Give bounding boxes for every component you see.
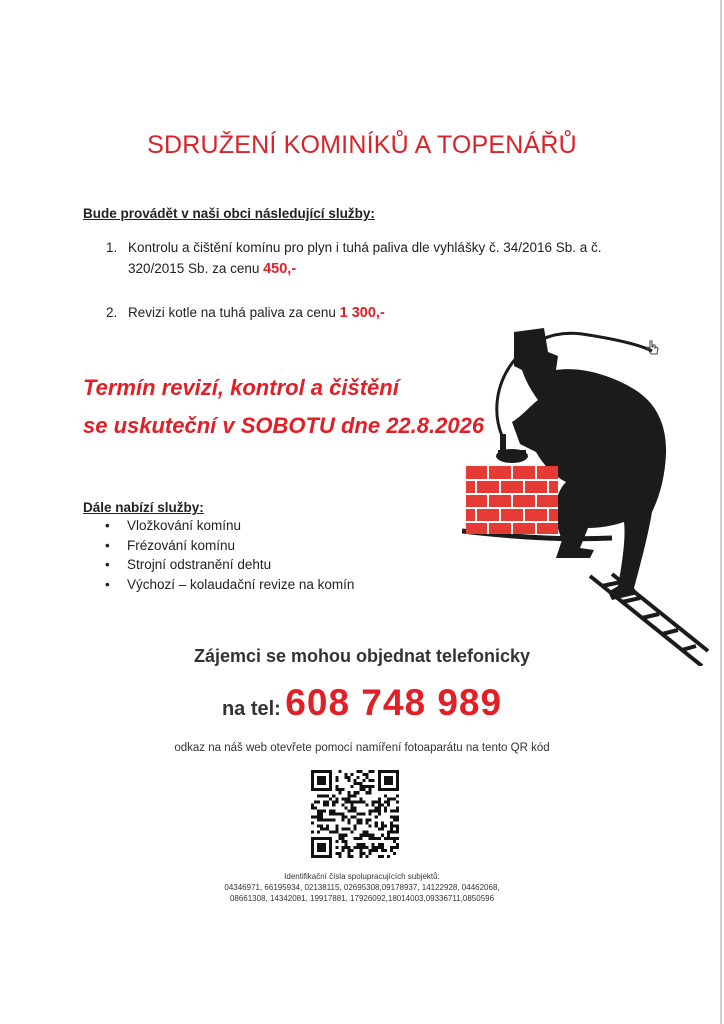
page-title: SDRUŽENÍ KOMINÍKŮ A TOPENÁŘŮ (147, 131, 577, 159)
list-item: • Výchozí – kolaudační revize na komín (105, 576, 355, 592)
qr-note: odkaz na náš web otevřete pomocí namíření fotoaparátu na tento QR kód (174, 742, 550, 754)
qr-code[interactable] (311, 770, 399, 858)
service-price: 1 300,- (339, 305, 385, 321)
hand-cursor-icon (646, 340, 660, 356)
phone-row (0, 682, 724, 724)
service-price: 450,- (263, 261, 297, 277)
more-services-title: Dále nabízí služby: (83, 500, 204, 515)
term-line-2: se uskuteční v SOBOTU dne 22.8.2026 (83, 413, 485, 438)
ids-line-2: 08661308, 14342081, 19917881, 17926092,18014003,09336711,0850596 (229, 894, 495, 903)
term-line-1: Termín revizí, kontrol a čištění (83, 375, 399, 400)
list-item: • Strojní odstranění dehtu (105, 557, 272, 572)
service-number: 2. (106, 305, 118, 320)
service-text-line1: Kontrolu a čištění komínu pro plyn i tuhá paliva dle vyhlášky č. 34/2016 Sb. a č. (128, 240, 602, 255)
list-item: • Frézování komínu (105, 537, 236, 553)
service-text-line2: 320/2015 Sb. za cenu 450,- (128, 261, 297, 277)
phone-number: 608 748 989 (285, 682, 503, 723)
contact-heading: Zájemci se mohou objednat telefonicky (193, 646, 531, 666)
service-item-1 (106, 237, 608, 280)
services-intro: Bude provádět v naši obci následující služby: (83, 206, 375, 221)
more-services-list (105, 516, 354, 594)
phone-label: na tel: (221, 698, 281, 720)
ids-heading: Identifikační čísla spolupracujících subjektů: (284, 872, 440, 881)
ids-line-1: 04346971, 66195934, 02138115, 02695308,09178937, 14122928, 04462068, (224, 883, 500, 892)
service-number: 1. (106, 240, 118, 255)
service-item-2 (106, 302, 528, 324)
list-item: • Vložkování komínu (105, 518, 242, 533)
company-ids (0, 871, 724, 904)
service-text-line1: Revizi kotle na tuhá paliva za cenu 1 300,- (128, 305, 385, 321)
chimney-sweep-illustration (462, 326, 710, 666)
